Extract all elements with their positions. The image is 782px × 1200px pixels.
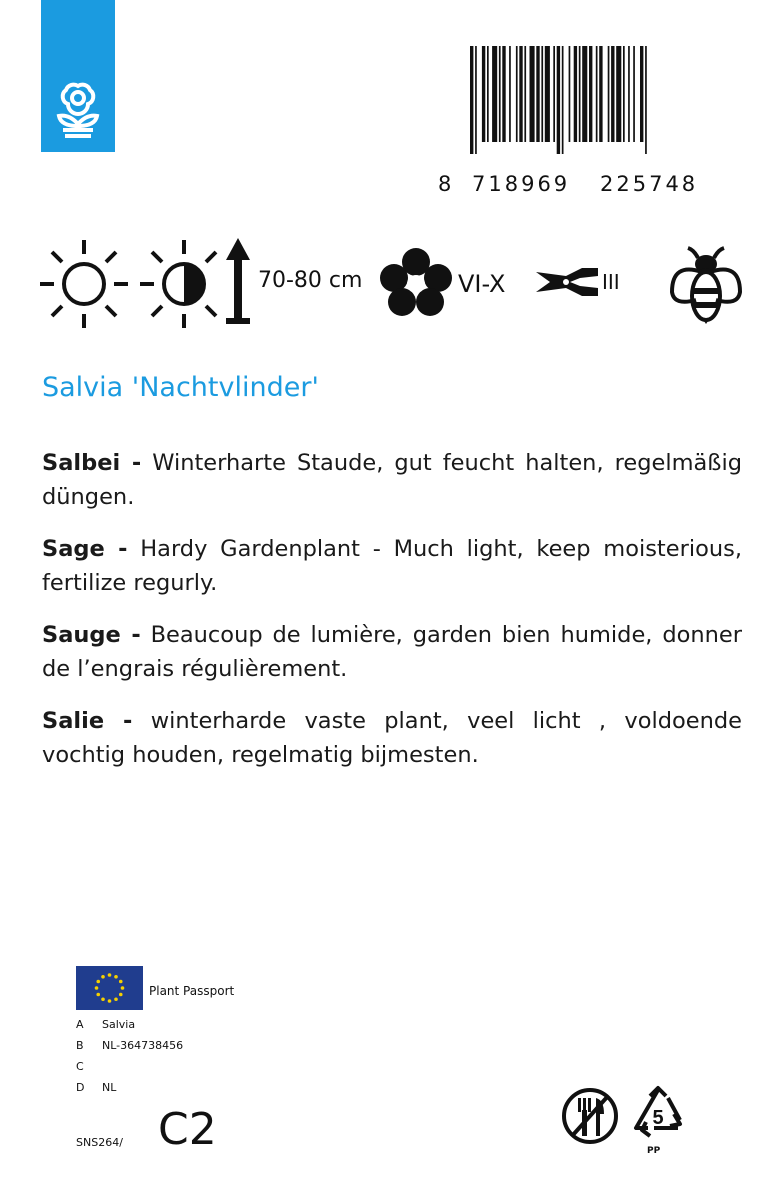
description-dutch [42,704,742,772]
not-for-consumption-icon [560,1084,620,1148]
passport-key: A [76,1018,84,1031]
passport-key: D [76,1081,85,1094]
description-english-text: Hardy Gardenplant - Much light, keep moisterious, fertilize regurly. [42,536,743,596]
height-label: 70-80 cm [258,268,363,293]
eu-flag-icon [76,966,143,1010]
full-sun-icon [38,238,130,330]
product-title: Salvia 'Nachtvlinder' [42,372,319,403]
description-dutch-name: Salie - [42,708,133,734]
passport-value: Salvia [102,1018,136,1031]
bloom-label: VI-X [458,270,506,298]
description-english-name: Sage - [42,536,128,562]
barcode [438,46,728,196]
passport-value: NL [102,1081,117,1094]
barcode-digits-right: 225748 [600,172,699,196]
flower-icon [380,248,452,318]
bee-icon [668,244,744,324]
passport-line-d [76,1081,116,1094]
plant-passport-label: Plant Passport [149,984,235,998]
pruning-label: III [602,270,620,294]
barcode-digits-left: 718969 [472,172,571,196]
barcode-digits [438,172,728,196]
passport-line-a [76,1018,135,1031]
recycling-material: PP [647,1146,661,1156]
passport-line-b [76,1039,183,1052]
pruning-shears-icon [536,262,600,302]
description-french-text: Beaucoup de lumière, garden bien humide, donner de l’engrais régulièrement. [42,622,742,682]
passport-line-c [76,1060,102,1073]
brand-tab [41,0,115,152]
passport-key: B [76,1039,84,1052]
product-class: C2 [158,1104,217,1155]
description-german-name: Salbei - [42,450,142,476]
description-french [42,618,742,686]
product-code: SNS264/ [76,1136,123,1149]
description-english [42,532,742,600]
recycling-icon [628,1084,688,1144]
barcode-bars [468,46,728,156]
height-arrow-icon [224,238,252,326]
recycling-number: 5 [652,1107,664,1129]
description-dutch-text: winterharde vaste plant, veel licht , voldoende vochtig houden, regelmatig bijmesten. [42,708,742,768]
flower-in-pot-icon [53,80,103,142]
packaging-icons [560,1084,700,1164]
description-german [42,446,742,514]
barcode-digit-lead: 8 [438,172,455,196]
description-german-text: Winterharte Staude, gut feucht halten, regelmäßig düngen. [42,450,742,510]
care-icons-row [38,234,748,330]
description-french-name: Sauge - [42,622,141,648]
plant-passport [76,966,336,1166]
half-shade-icon [134,238,226,330]
passport-key: C [76,1060,84,1073]
passport-value: NL-364738456 [102,1039,184,1052]
